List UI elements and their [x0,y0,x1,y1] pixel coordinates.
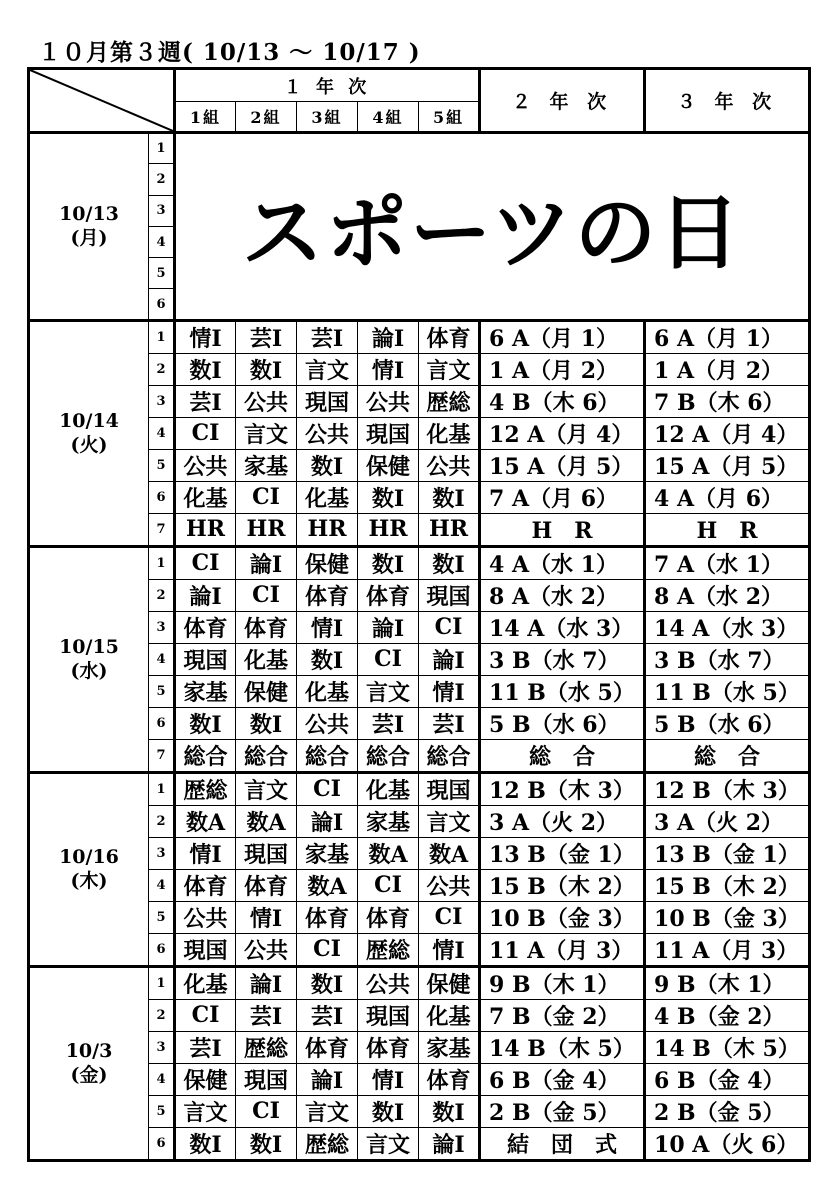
year1-subject-cell: 保健 [358,449,419,481]
year3-class-cell: 1 A（月 2） [645,353,810,385]
year1-subject-cell: 化基 [297,675,358,707]
year1-subject-cell: 公共 [297,707,358,739]
year1-subject-cell: 家基 [236,449,297,481]
year1-subject-cell: 現国 [236,1063,297,1095]
year2-class-cell: 12 B（木 3） [480,772,645,805]
year2-class-cell: 12 A（月 4） [480,417,645,449]
period-number: 7 [149,739,175,772]
year1-subject-cell: 数A [297,869,358,901]
day-cell [29,772,149,966]
year3-class-cell: 10 B（金 3） [645,901,810,933]
period-number: 4 [149,226,175,257]
year3-class-cell: 14 A（水 3） [645,611,810,643]
year3-class-cell: 7 A（水 1） [645,546,810,579]
day-date: 10/13 [59,203,119,226]
class-header: 1組 [175,102,236,133]
timetable [27,67,811,1162]
year1-subject-cell: 数Ⅰ [358,1095,419,1127]
year1-subject-cell: 体育 [236,869,297,901]
period-number: 2 [149,353,175,385]
year1-subject-cell: 総合 [297,739,358,772]
period-number: 6 [149,481,175,513]
period-number: 5 [149,449,175,481]
year1-subject-cell: 芸Ⅰ [175,1031,236,1063]
year1-subject-cell: 現国 [419,772,480,805]
year1-subject-cell: 家基 [358,805,419,837]
year2-class-cell: 8 A（水 2） [480,579,645,611]
period-number: 3 [149,837,175,869]
year1-subject-cell: HR [236,513,297,546]
year1-subject-cell: 芸Ⅰ [419,707,480,739]
period-number: 2 [149,164,175,195]
year3-class-cell: 11 B（水 5） [645,675,810,707]
period-number: 1 [149,320,175,353]
year1-subject-cell: 現国 [358,417,419,449]
period-number: 4 [149,869,175,901]
year3-class-cell: 15 B（木 2） [645,869,810,901]
year1-subject-cell: 数Ⅰ [419,1095,480,1127]
year2-class-cell: 1 A（月 2） [480,353,645,385]
year2-class-cell: 5 B（水 6） [480,707,645,739]
year1-subject-cell: 情Ⅰ [297,611,358,643]
year2-class-cell: 14 B（木 5） [480,1031,645,1063]
year1-subject-cell: 数Ⅰ [175,707,236,739]
year3-class-cell: 11 A（月 3） [645,933,810,966]
year3-class-cell: 3 A（火 2） [645,805,810,837]
year1-subject-cell: 論Ⅰ [419,1127,480,1160]
period-number: 6 [149,289,175,320]
year3-class-cell: 10 A（火 6） [645,1127,810,1160]
holiday-banner: スポーツの日 [175,133,810,321]
year1-subject-cell: 公共 [236,933,297,966]
year3-class-cell: 4 B（金 2） [645,999,810,1031]
year1-subject-cell: CⅠ [358,869,419,901]
year1-subject-cell: 公共 [419,869,480,901]
year1-subject-cell: 言文 [358,675,419,707]
period-row [29,772,810,805]
year1-subject-cell: 数A [419,837,480,869]
year2-class-cell: 6 B（金 4） [480,1063,645,1095]
year1-subject-cell: 体育 [175,611,236,643]
period-number: 3 [149,611,175,643]
year1-subject-cell: 論Ⅰ [297,805,358,837]
year2-class-cell: 11 B（水 5） [480,675,645,707]
year1-subject-cell: 数Ⅰ [297,643,358,675]
period-number: 4 [149,417,175,449]
year3-class-cell: 6 A（月 1） [645,320,810,353]
year1-subject-cell: CⅠ [236,481,297,513]
year1-subject-cell: CⅠ [297,933,358,966]
year1-subject-cell: 論Ⅰ [358,320,419,353]
year1-subject-cell: 保健 [175,1063,236,1095]
period-number: 6 [149,933,175,966]
year1-subject-cell: 化基 [419,999,480,1031]
period-number: 3 [149,385,175,417]
year1-subject-cell: 総合 [175,739,236,772]
year3-class-cell: 総 合 [645,739,810,772]
period-number: 4 [149,643,175,675]
year3-class-cell: 9 B（木 1） [645,966,810,999]
year1-subject-cell: 総合 [358,739,419,772]
year1-subject-cell: 歴総 [175,772,236,805]
year1-subject-cell: 言文 [297,353,358,385]
period-number: 6 [149,707,175,739]
year1-subject-cell: CⅠ [419,901,480,933]
year3-class-cell: 12 B（木 3） [645,772,810,805]
page-title: １０月第３週( 10/13 〜 10/17 ) [38,39,421,66]
period-row [29,133,810,164]
day-date: 10/3 [65,1040,113,1063]
year1-subject-cell: 数Ⅰ [358,546,419,579]
year1-subject-cell: 化基 [358,772,419,805]
day-date: 10/15 [59,636,119,659]
year1-subject-cell: 化基 [297,481,358,513]
year1-subject-cell: 体育 [358,901,419,933]
period-number: 5 [149,258,175,289]
year1-subject-cell: 数Ⅰ [236,353,297,385]
year1-subject-cell: 言文 [236,772,297,805]
year1-subject-cell: 数Ⅰ [297,966,358,999]
timetable-body [29,69,810,1161]
year2-class-cell: 9 B（木 1） [480,966,645,999]
year1-subject-cell: 現国 [419,579,480,611]
class-header: 5組 [419,102,480,133]
year3-class-cell: 12 A（月 4） [645,417,810,449]
year1-subject-cell: 数Ⅰ [358,481,419,513]
day-weekday: (火) [70,434,108,457]
year1-subject-cell: 公共 [175,901,236,933]
year1-subject-cell: 体育 [358,579,419,611]
year2-class-cell: 3 B（水 7） [480,643,645,675]
year1-subject-cell: 情Ⅰ [419,675,480,707]
year1-subject-cell: 論Ⅰ [236,546,297,579]
year2-class-cell: 14 A（水 3） [480,611,645,643]
year1-subject-cell: 歴総 [297,1127,358,1160]
period-number: 2 [149,579,175,611]
year1-subject-cell: CⅠ [236,1095,297,1127]
year1-subject-cell: 公共 [419,449,480,481]
year1-subject-cell: 体育 [236,611,297,643]
year1-subject-cell: 化基 [419,417,480,449]
year1-subject-cell: 芸Ⅰ [358,707,419,739]
year1-subject-cell: 保健 [419,966,480,999]
year3-header: ３ 年 次 [645,69,810,133]
year2-class-cell: 15 B（木 2） [480,869,645,901]
year1-subject-cell: 公共 [358,385,419,417]
year1-subject-cell: 数Ⅰ [419,481,480,513]
year1-subject-cell: CⅠ [297,772,358,805]
year1-subject-cell: CⅠ [236,579,297,611]
year1-subject-cell: 家基 [297,837,358,869]
year1-subject-cell: 現国 [297,385,358,417]
year1-subject-cell: CⅠ [175,546,236,579]
year3-class-cell: H R [645,513,810,546]
class-header: 4組 [358,102,419,133]
year1-subject-cell: 公共 [358,966,419,999]
year1-subject-cell: 情Ⅰ [175,837,236,869]
year1-subject-cell: HR [419,513,480,546]
year2-class-cell: 10 B（金 3） [480,901,645,933]
period-number: 4 [149,1063,175,1095]
period-number: 7 [149,513,175,546]
year2-class-cell: 2 B（金 5） [480,1095,645,1127]
year1-subject-cell: 公共 [236,385,297,417]
year1-subject-cell: 歴総 [236,1031,297,1063]
year2-class-cell: 7 B（金 2） [480,999,645,1031]
year1-subject-cell: HR [358,513,419,546]
year1-subject-cell: CⅠ [419,611,480,643]
day-date: 10/14 [59,410,119,433]
year3-class-cell: 3 B（水 7） [645,643,810,675]
year1-subject-cell: 情Ⅰ [236,901,297,933]
year1-subject-cell: 化基 [175,481,236,513]
year1-subject-cell: 現国 [236,837,297,869]
year2-class-cell: 4 A（水 1） [480,546,645,579]
year1-subject-cell: 総合 [236,739,297,772]
year1-subject-cell: 言文 [419,805,480,837]
period-number: 1 [149,546,175,579]
year1-subject-cell: 歴総 [419,385,480,417]
day-date: 10/16 [59,846,119,869]
day-weekday: (月) [70,227,108,250]
year2-class-cell: 結 団 式 [480,1127,645,1160]
year1-subject-cell: 数Ⅰ [175,353,236,385]
year1-subject-cell: 歴総 [358,933,419,966]
period-row [29,966,810,999]
year2-class-cell: 3 A（火 2） [480,805,645,837]
year3-class-cell: 2 B（金 5） [645,1095,810,1127]
year1-subject-cell: 芸Ⅰ [175,385,236,417]
year2-class-cell: 6 A（月 1） [480,320,645,353]
year1-subject-cell: 数A [236,805,297,837]
year2-class-cell: 4 B（木 6） [480,385,645,417]
year1-subject-cell: 数Ⅰ [236,707,297,739]
year1-subject-cell: 体育 [419,320,480,353]
year2-header: ２ 年 次 [480,69,645,133]
year1-subject-cell: 体育 [297,579,358,611]
year1-subject-cell: HR [297,513,358,546]
year1-subject-cell: 保健 [236,675,297,707]
year3-class-cell: 13 B（金 1） [645,837,810,869]
year1-subject-cell: 情Ⅰ [175,320,236,353]
year1-subject-cell: 論Ⅰ [175,579,236,611]
year1-subject-cell: 公共 [175,449,236,481]
year2-class-cell: 15 A（月 5） [480,449,645,481]
year2-class-cell: H R [480,513,645,546]
year1-subject-cell: CⅠ [175,417,236,449]
year1-subject-cell: 化基 [236,643,297,675]
year1-subject-cell: 芸Ⅰ [297,999,358,1031]
year1-subject-cell: 言文 [297,1095,358,1127]
year3-class-cell: 5 B（水 6） [645,707,810,739]
period-number: 2 [149,999,175,1031]
year1-subject-cell: 現国 [358,999,419,1031]
year1-subject-cell: 体育 [358,1031,419,1063]
day-cell [29,320,149,546]
year1-subject-cell: 言文 [419,353,480,385]
year1-subject-cell: 論Ⅰ [419,643,480,675]
period-number: 5 [149,1095,175,1127]
year1-subject-cell: 現国 [175,643,236,675]
year1-subject-cell: 体育 [419,1063,480,1095]
year1-subject-cell: 現国 [175,933,236,966]
period-number: 5 [149,901,175,933]
year1-subject-cell: 家基 [175,675,236,707]
year1-subject-cell: 言文 [175,1095,236,1127]
year3-class-cell: 15 A（月 5） [645,449,810,481]
day-weekday: (水) [70,660,108,683]
class-header: 3組 [297,102,358,133]
year2-class-cell: 13 B（金 1） [480,837,645,869]
day-cell [29,546,149,772]
year1-subject-cell: 体育 [297,1031,358,1063]
year1-subject-cell: 家基 [419,1031,480,1063]
period-number: 6 [149,1127,175,1160]
year1-subject-cell: 情Ⅰ [358,1063,419,1095]
year1-subject-cell: 数Ⅰ [297,449,358,481]
period-number: 1 [149,772,175,805]
year1-subject-cell: 論Ⅰ [358,611,419,643]
day-weekday: (金) [70,1064,108,1087]
day-weekday: (木) [70,870,108,893]
year1-subject-cell: 総合 [419,739,480,772]
period-number: 3 [149,1031,175,1063]
year1-subject-cell: 論Ⅰ [236,966,297,999]
year1-subject-cell: 情Ⅰ [419,933,480,966]
year1-subject-cell: 言文 [236,417,297,449]
year1-subject-cell: 論Ⅰ [297,1063,358,1095]
year3-class-cell: 14 B（木 5） [645,1031,810,1063]
year1-subject-cell: 保健 [297,546,358,579]
year3-class-cell: 4 A（月 6） [645,481,810,513]
year1-subject-cell: 芸Ⅰ [236,999,297,1031]
year1-subject-cell: 言文 [358,1127,419,1160]
diagonal-line-icon [30,70,173,131]
period-number: 2 [149,805,175,837]
period-number: 5 [149,675,175,707]
year1-subject-cell: 芸Ⅰ [297,320,358,353]
period-number: 3 [149,195,175,226]
period-number: 1 [149,966,175,999]
year2-class-cell: 総 合 [480,739,645,772]
year2-class-cell: 11 A（月 3） [480,933,645,966]
corner-cell [29,69,175,133]
year1-subject-cell: HR [175,513,236,546]
year1-subject-cell: CⅠ [175,999,236,1031]
year1-subject-cell: CⅠ [358,643,419,675]
year3-class-cell: 6 B（金 4） [645,1063,810,1095]
year1-subject-cell: 数Ⅰ [419,546,480,579]
year1-subject-cell: 体育 [175,869,236,901]
period-row [29,546,810,579]
year1-subject-cell: 数A [175,805,236,837]
period-row [29,320,810,353]
day-cell [29,133,149,321]
year1-subject-cell: 数A [358,837,419,869]
period-number: 1 [149,133,175,164]
class-header: 2組 [236,102,297,133]
year1-subject-cell: 数Ⅰ [236,1127,297,1160]
year2-class-cell: 7 A（月 6） [480,481,645,513]
year1-subject-cell: 数Ⅰ [175,1127,236,1160]
year1-subject-cell: 化基 [175,966,236,999]
year1-subject-cell: 体育 [297,901,358,933]
year1-subject-cell: 情Ⅰ [358,353,419,385]
day-cell [29,966,149,1160]
year3-class-cell: 7 B（木 6） [645,385,810,417]
year3-class-cell: 8 A（水 2） [645,579,810,611]
year1-subject-cell: 芸Ⅰ [236,320,297,353]
year1-subject-cell: 公共 [297,417,358,449]
year1-header: １ 年 次 [175,69,480,102]
